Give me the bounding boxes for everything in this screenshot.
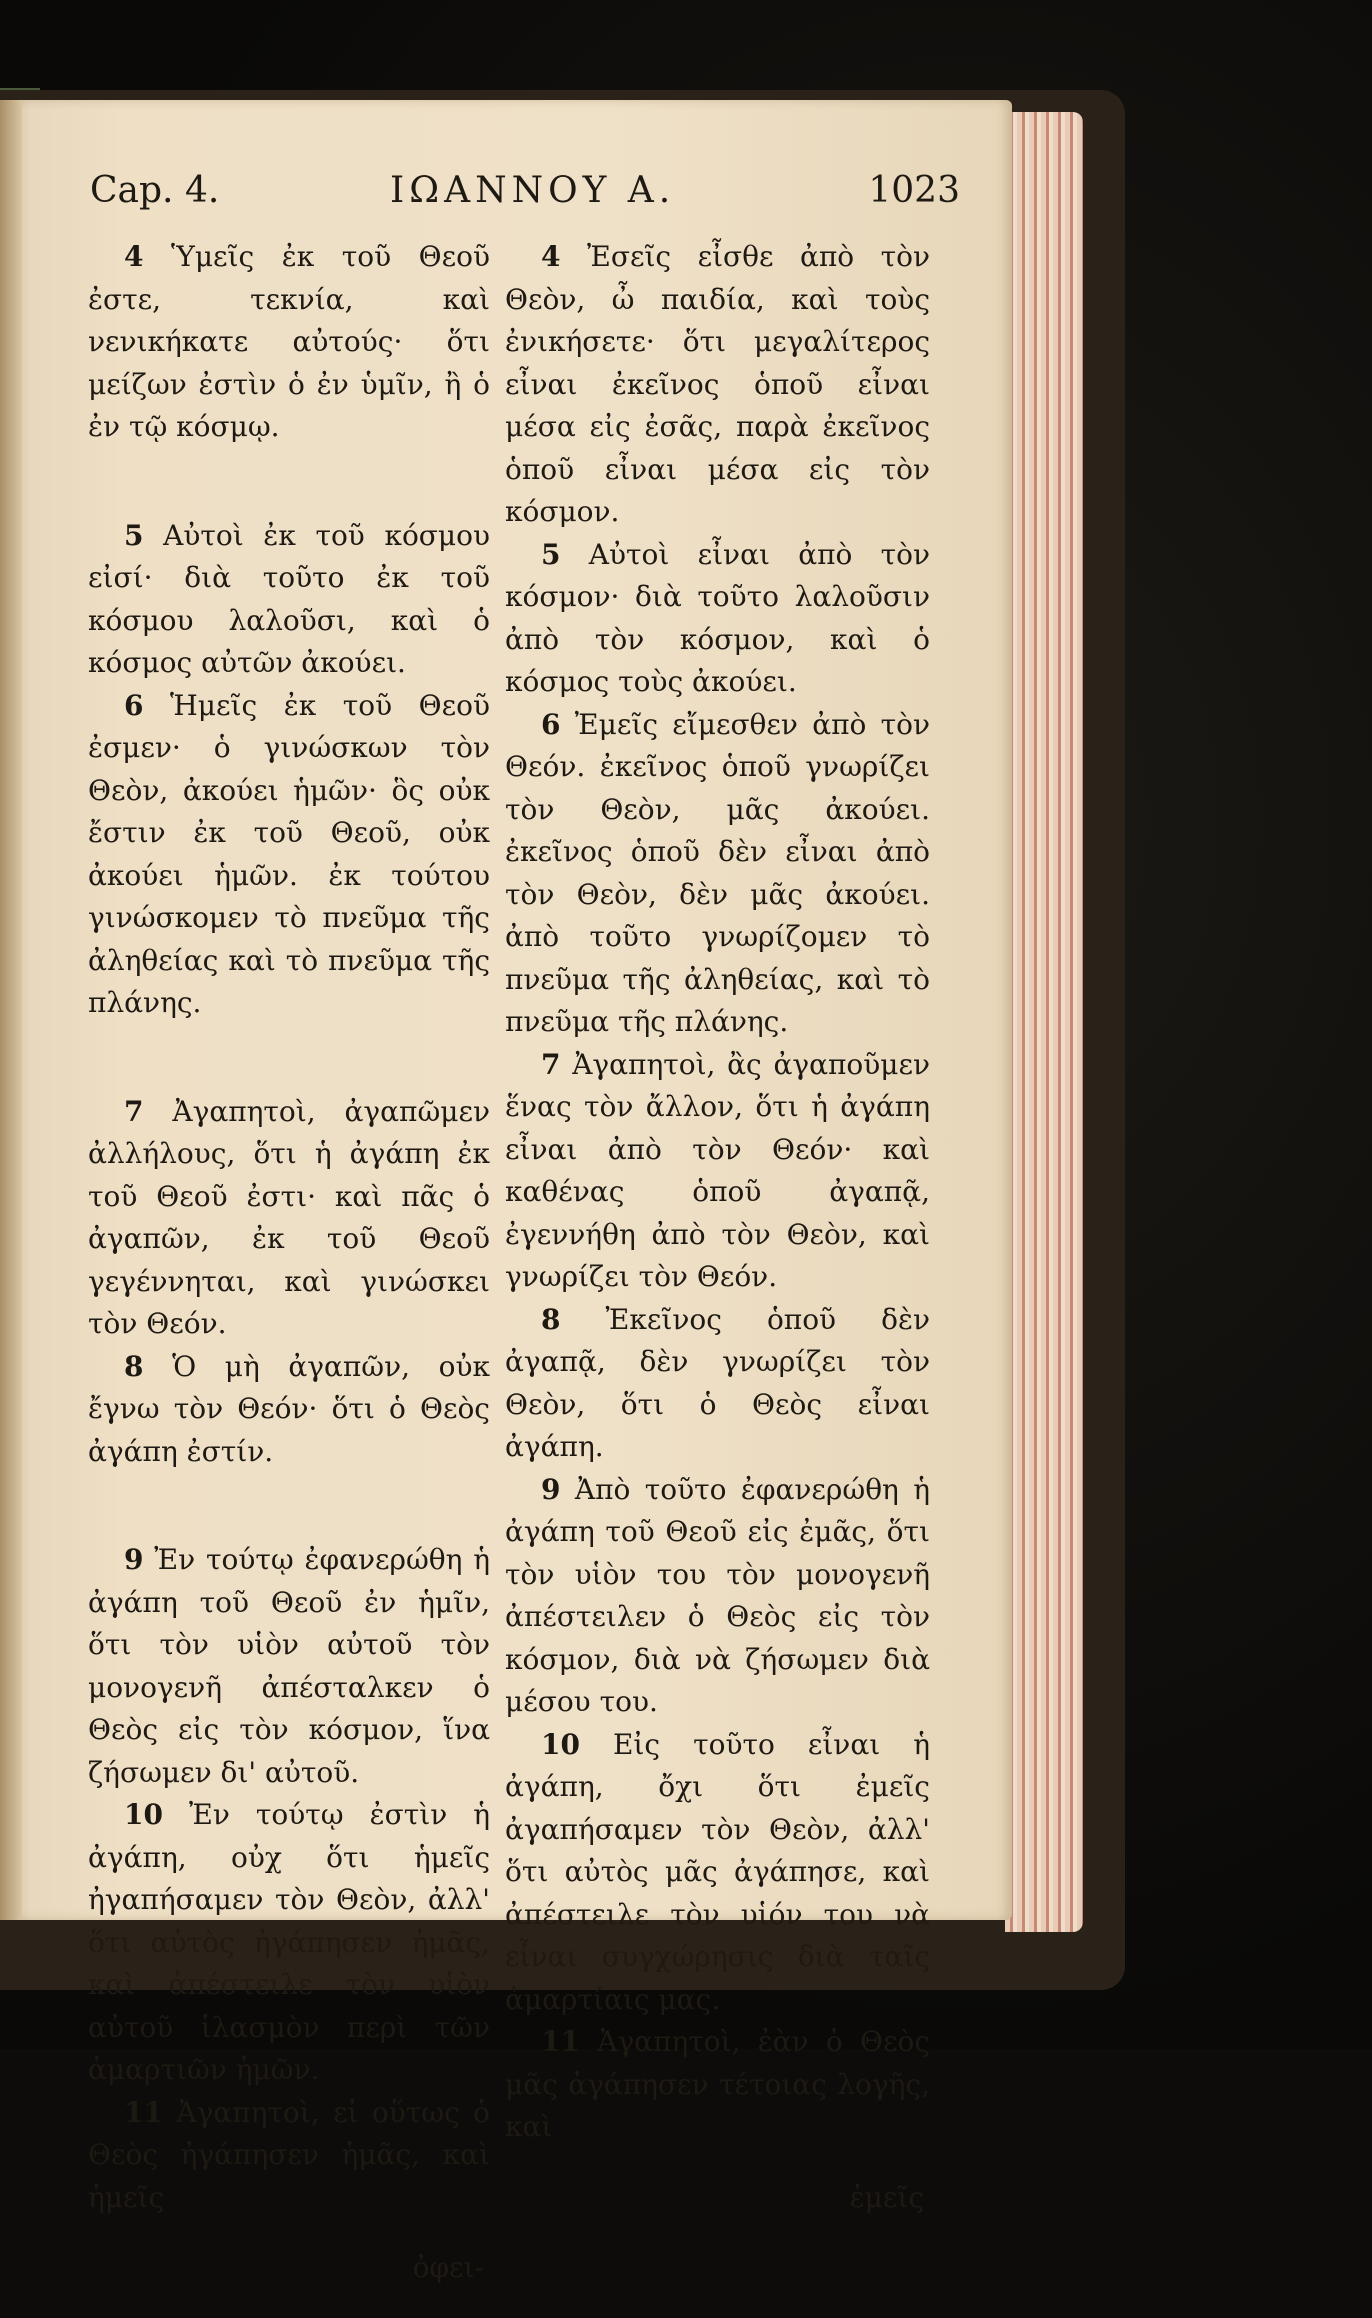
verse-text: Αὐτοὶ ἐκ τοῦ κόσμου εἰσί· διὰ τοῦτο ἐκ τοῦ κόσμου λαλοῦσι, καὶ ὁ κόσμος αὐτῶν ἀκούει. (88, 518, 490, 679)
verse-number: 11 (541, 2025, 580, 2058)
verse-left-5 (88, 515, 490, 685)
running-header (90, 170, 960, 230)
verse-right-8 (505, 1299, 930, 1469)
verse-text: Εἰς τοῦτο εἶναι ἡ ἀγάπη, ὄχι ὅτι ἐμεῖς ἀγαπήσαμεν τὸν Θεὸν, ἀλλ' ὅτι αὐτὸς μᾶς ἀγάπησε, καὶ ἀπέστειλε τὸν υἱόν του νὰ εἶναι συγχώρησις διὰ ταῖς ἁμαρτίαις μας. (505, 1727, 930, 2016)
verse-right-11 (505, 2021, 930, 2149)
fore-edge-pages (1005, 112, 1083, 1932)
verse-text: Αὐτοὶ εἶναι ἀπὸ τὸν κόσμον· διὰ τοῦτο λαλοῦσιν ἀπὸ τὸν κόσμον, καὶ ὁ κόσμος τοὺς ἀκούει. (505, 537, 931, 698)
verse-number: 8 (541, 1302, 561, 1336)
verse-left-9 (88, 1539, 490, 1794)
verse-right-4 (505, 236, 930, 534)
verse-right-10 (505, 1724, 930, 2022)
catchword-right: ἐμεῖς (849, 2180, 924, 2214)
verse-number: 11 (124, 2095, 163, 2129)
verse-number: 9 (541, 1472, 561, 1506)
verse-number: 4 (124, 240, 144, 273)
verse-number: 7 (124, 1094, 144, 1128)
chapter-label: Cap. 4. (90, 170, 220, 211)
verse-text: Ἀπὸ τοῦτο ἐφανερώθη ἡ ἀγάπη τοῦ Θεοῦ εἰς ἐμᾶς, ὅτι τὸν υἱὸν του τὸν μονογενῆ ἀπέστειλεν ὁ Θεὸς εἰς τὸν κόσμον, διὰ νὰ ζήσωμεν διὰ μέσου του. (505, 1472, 930, 1718)
verse-text: Ἀγαπητοὶ, εἰ οὕτως ὁ Θεὸς ἠγάπησεν ἡμᾶς, καὶ ἡμεῖς (88, 2095, 490, 2214)
verse-left-8 (88, 1346, 490, 1474)
page-number: 1023 (868, 170, 960, 211)
verse-right-6 (505, 704, 930, 1044)
verse-text: Ἐν τούτῳ ἐστὶν ἡ ἀγάπη, οὐχ ὅτι ἡμεῖς ἠγαπήσαμεν τὸν Θεὸν, ἀλλ' ὅτι αὐτὸς ἠγάπησεν ἡμᾶς, καὶ ἀπέστειλε τὸν υἱὸν αὐτοῦ ἱλασμὸν περὶ τῶν ἁμαρτιῶν ἡμῶν. (88, 1798, 491, 2086)
verse-text: Ὑμεῖς ἐκ τοῦ Θεοῦ ἐστε, τεκνία, καὶ νενικήκατε αὐτούς· ὅτι μείζων ἐστὶν ὁ ἐν ὑμῖν, ἢ ὁ ἐν τῷ κόσμῳ. (88, 240, 490, 443)
verse-text: Ἐμεῖς εἴμεσθεν ἀπὸ τὸν Θεόν. ἐκεῖνος ὁποῦ γνωρίζει τὸν Θεὸν, μᾶς ἀκούει. ἐκεῖνος ὁποῦ δὲν εἶναι ἀπὸ τὸν Θεὸν, δὲν μᾶς ἀκούει. ἀπὸ τοῦτο γνωρίζομεν τὸ πνεῦμα τῆς ἀληθείας, καὶ τὸ πνεῦμα τῆς πλάνης. (505, 707, 930, 1038)
verse-text: Ἐν τούτῳ ἐφανερώθη ἡ ἀγάπη τοῦ Θεοῦ ἐν ἡμῖν, ὅτι τὸν υἱὸν αὐτοῦ τὸν μονογενῆ ἀπέσταλκεν ὁ Θεὸς εἰς τὸν κόσμον, ἵνα ζήσωμεν δι' αὐτοῦ. (88, 1543, 490, 1789)
verse-number: 7 (541, 1047, 561, 1081)
verse-text: Ἀγαπητοὶ, ἀγαπῶμεν ἀλλήλους, ὅτι ἡ ἀγάπη ἐκ τοῦ Θεοῦ ἐστι· καὶ πᾶς ὁ ἀγαπῶν, ἐκ τοῦ Θεοῦ γεγέννηται, καὶ γινώσκει τὸν Θεόν. (88, 1094, 490, 1340)
verse-number: 10 (541, 1727, 580, 1761)
verse-text: Ἐκεῖνος ὁποῦ δὲν ἀγαπᾷ, δὲν γνωρίζει τὸν Θεὸν, ὅτι ὁ Θεὸς εἶναι ἀγάπη. (505, 1302, 930, 1463)
verse-number: 6 (541, 707, 561, 741)
verse-right-7 (505, 1044, 930, 1299)
book-title: ΙΩΑΝΝΟΥ Α. (390, 170, 676, 211)
verse-text: Ἡμεῖς ἐκ τοῦ Θεοῦ ἐσμεν· ὁ γινώσκων τὸν Θεὸν, ἀκούει ἡμῶν· ὃς οὐκ ἔστιν ἐκ τοῦ Θεοῦ, οὐκ ἀκούει ἡμῶν. ἐκ τούτου γινώσκομεν τὸ πνεῦμα τῆς ἀληθείας καὶ τὸ πνεῦμα τῆς πλάνης. (88, 688, 490, 1019)
verse-right-9 (505, 1469, 930, 1724)
vernacular-column (505, 236, 930, 2247)
verse-left-7 (88, 1091, 490, 1346)
verse-left-4 (88, 236, 490, 449)
verse-left-10 (88, 1794, 490, 2092)
gutter-shadow (0, 100, 22, 1920)
verse-number: 10 (124, 1798, 163, 1831)
verse-text: Ἐσεῖς εἶσθε ἀπὸ τὸν Θεὸν, ὦ παιδία, καὶ τοὺς ἐνικήσετε· ὅτι μεγαλίτερος εἶναι ἐκεῖνος ὁποῦ εἶναι μέσα εἰς ἐσᾶς, παρὰ ἐκεῖνος ὁποῦ εἶναι μέσα εἰς τὸν κόσμον. (505, 240, 930, 528)
verse-number: 5 (124, 518, 144, 552)
verse-left-6 (88, 685, 490, 1025)
verse-left-11 (88, 2092, 490, 2220)
verse-right-5 (505, 534, 930, 704)
verse-text: Ὁ μὴ ἀγαπῶν, οὐκ ἔγνω τὸν Θεόν· ὅτι ὁ Θεὸς ἀγάπη ἐστίν. (88, 1349, 491, 1468)
verse-text: Ἀγαπητοὶ, ἐὰν ὁ Θεὸς μᾶς ἀγάπησεν τέτοιας λογῆς, καὶ (505, 2025, 931, 2143)
verse-number: 6 (124, 688, 144, 722)
verse-number: 4 (541, 240, 561, 273)
verse-text: Ἀγαπητοὶ, ἂς ἀγαποῦμεν ἕνας τὸν ἄλλον, ὅτι ἡ ἀγάπη εἶναι ἀπὸ τὸν Θεόν· καὶ καθένας ὁποῦ ἀγαπᾷ, ἐγεννήθη ἀπὸ τὸν Θεὸν, καὶ γνωρίζει τὸν Θεόν. (505, 1047, 930, 1293)
catchword-left: ὀφει- (412, 2251, 484, 2284)
greek-column (88, 236, 490, 2318)
verse-number: 5 (541, 537, 561, 571)
verse-number: 8 (124, 1349, 144, 1383)
verse-number: 9 (124, 1543, 144, 1576)
